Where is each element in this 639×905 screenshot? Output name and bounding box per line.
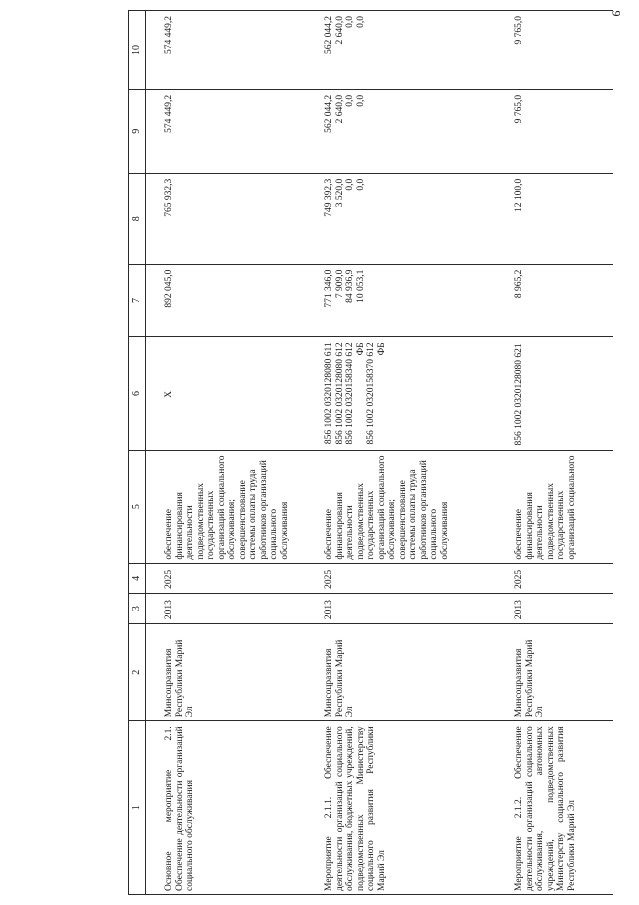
column-header-10: 10 [129, 11, 146, 90]
budget-code: 856 1002 0320128080 612 [334, 342, 345, 445]
end-year: 2025 [146, 563, 319, 593]
column-header-1: 1 [129, 721, 146, 895]
activity-name: Мероприятие 2.1.1. Обеспечение деятельности организаций социального обслуживания, бюджетных учреждений, подведомственных Министерству социального развития Республики Марий Эл [318, 721, 508, 895]
expected-result: обеспечение финансирования деятельности подведомственных государственных организаций социального обслуживания; совершенствование системы оплаты труда работников организаций социального обслуживания [146, 450, 319, 563]
budget-code: 856 1002 0320128080 621 [508, 337, 613, 450]
table-row [318, 11, 508, 895]
value: 0,0 [345, 94, 355, 107]
column-header-4: 4 [129, 563, 146, 593]
table-row [146, 11, 319, 895]
value: 749 392,3 [324, 178, 334, 217]
column-header-2: 2 [129, 624, 146, 721]
value: 2 640,0 [334, 94, 345, 124]
expected-result: обеспечение финансирования деятельности подведомственных государственных организаций социального [508, 450, 613, 563]
value-col8: 765 932,3 [146, 173, 319, 264]
column-header-3: 3 [129, 593, 146, 623]
budget-code: 856 1002 0320158340 612 ФБ [345, 342, 366, 445]
column-number-row [129, 11, 146, 895]
values-col10 [318, 11, 508, 90]
budget-codes [318, 337, 508, 450]
end-year: 2025 [318, 563, 508, 593]
column-header-6: 6 [129, 337, 146, 450]
value: 0,0 [355, 94, 366, 107]
value: 0,0 [355, 16, 366, 28]
table-row [508, 11, 613, 895]
program-activities-table [128, 10, 613, 895]
value: 10 053,1 [355, 269, 366, 303]
column-header-9: 9 [129, 89, 146, 173]
value: 0,0 [355, 178, 366, 191]
value-col7: 892 045,0 [146, 264, 319, 337]
value: 84 936,9 [345, 269, 355, 303]
page-number: 9 [609, 10, 624, 17]
value: 562 044,2 [324, 94, 334, 133]
start-year: 2013 [508, 593, 613, 623]
executor: Минсоцразвития Республики Марий Эл [508, 624, 613, 721]
executor: Минсоцразвития Республики Марий Эл [318, 624, 508, 721]
values-col7 [318, 264, 508, 337]
column-header-7: 7 [129, 264, 146, 337]
start-year: 2013 [318, 593, 508, 623]
value-col7: 8 965,2 [508, 264, 613, 337]
column-header-5: 5 [129, 450, 146, 563]
value-col10: 9 765,0 [508, 11, 613, 90]
value: 0,0 [345, 16, 355, 28]
start-year: 2013 [146, 593, 319, 623]
values-col8 [318, 173, 508, 264]
values-col9 [318, 89, 508, 173]
value: 0,0 [345, 178, 355, 191]
executor: Минсоцразвития Республики Марий Эл [146, 624, 319, 721]
value-col8: 12 100,0 [508, 173, 613, 264]
activity-name: Основное мероприятие 2.1. Обеспечение деятельности организаций социального обслуживания [146, 721, 319, 895]
value-col9: 9 765,0 [508, 89, 613, 173]
value-col9: 574 449,2 [146, 89, 319, 173]
value: 2 640,0 [334, 16, 345, 45]
rotated-table-container [128, 10, 628, 895]
value: 3 520,0 [334, 178, 345, 208]
budget-code: 856 1002 0320128080 611 [324, 342, 334, 445]
value-col10: 574 449,2 [146, 11, 319, 90]
expected-result: обеспечение финансирования деятельности подведомственных государственных организаций социального обслуживания; совершенствование системы оплаты труда работников организаций социального обслуживания [318, 450, 508, 563]
activity-name: Мероприятие 2.1.2. Обеспечение деятельности организаций социального обслуживания, автономных учреждений, подведомственных Министерству социального развития Республики Марий Эл [508, 721, 613, 895]
column-header-8: 8 [129, 173, 146, 264]
value: 7 909,0 [334, 269, 345, 299]
end-year: 2025 [508, 563, 613, 593]
budget-code: Х [146, 337, 319, 450]
value: 771 346,0 [324, 269, 334, 308]
budget-code: 856 1002 0320158370 612 ФБ [366, 342, 387, 445]
value: 562 044,2 [324, 16, 334, 54]
